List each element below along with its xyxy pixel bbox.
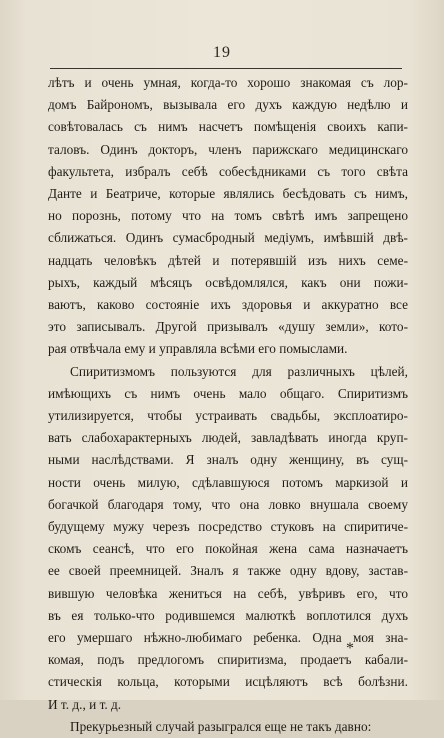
text-line: стическія кольца, которыми исцѣляютъ всѣ болѣзни. — [48, 674, 408, 690]
signature-mark: * — [346, 640, 354, 657]
text-line: но порознь, потому что на томъ свѣтѣ имъ запрещено — [48, 208, 408, 224]
text-line: скомъ сеансѣ, что его покойная жена сама назначаетъ — [48, 541, 408, 557]
text-line: въ ея только-что родившемся малюткѣ воплотился духъ — [48, 607, 408, 623]
text-line: И т. д., и т. д. — [48, 696, 122, 712]
page-number: 19 — [213, 44, 231, 61]
text-line: богачкой благодаря тому, что она ловко внушала своему — [48, 496, 408, 512]
header-rule — [50, 68, 402, 69]
text-line: имѣющихъ съ нимъ очень мало общаго. Спиритизмъ — [48, 385, 408, 401]
text-line: Прекурьезный случай разыгрался еще не такъ давно: — [70, 718, 372, 734]
text-line: ее своей преемницей. Зналъ я также одну вдову, застав- — [48, 563, 408, 579]
text-line: ности очень милую, сдѣлавшуюся потомъ маркизой и — [48, 474, 408, 490]
text-line: рая отвѣчала ему и управляла всѣми его помыслами. — [48, 341, 348, 357]
text-line: ваютъ, каково состояніе ихъ здоровья и аккуратно все — [48, 297, 408, 313]
text-line: надцать человѣкъ дѣтей и потерявшій изъ нихъ семе- — [48, 252, 408, 268]
text-line: его умершаго нѣжно-любимаго ребенка. Одна моя зна- — [48, 630, 408, 646]
text-line: вившую человѣка жениться на себѣ, увѣривъ его, что — [48, 585, 408, 601]
text-line: будущему мужу черезъ посредство стуковъ на спиритиче- — [48, 519, 408, 535]
text-line: утилизируется, чтобы устраивать свадьбы, эксплоатиро- — [48, 408, 408, 424]
page-body-text — [48, 72, 408, 738]
text-line: домъ Байрономъ, вызывала его духъ каждую недѣлю и — [48, 97, 408, 113]
text-line: ными наслѣдствами. Я зналъ одну женщину, въ сущ- — [48, 452, 408, 468]
text-line: Спиритизмомъ пользуются для различныхъ цѣлей, — [70, 363, 408, 379]
text-line: вать слабохарактерныхъ людей, завладѣвать иногда круп- — [48, 430, 408, 446]
text-line: совѣтовалась съ нимъ насчетъ помѣщенія своихъ капи- — [48, 119, 408, 135]
text-line: таловъ. Одинъ докторъ, членъ парижскаго медицинскаго — [48, 141, 408, 157]
text-line: факультета, избралъ себѣ собесѣдниками съ того свѣта — [48, 163, 408, 179]
text-line: лѣтъ и очень умная, когда-то хорошо знакомая съ лор- — [48, 75, 408, 90]
text-line: рыхъ, каждый мѣсяцъ освѣдомлялся, какъ они пожи- — [48, 274, 408, 290]
text-line: Данте и Беатриче, которые являлись бесѣдовать съ нимъ, — [48, 186, 408, 202]
text-line: сближаться. Одинъ сумасбродный медіумъ, имѣвшій двѣ- — [48, 230, 408, 246]
text-line: это записывалъ. Другой призывалъ «душу земли», кото- — [48, 319, 408, 335]
text-line: комая, подъ предлогомъ спиритизма, продаетъ кабали- — [48, 652, 408, 668]
